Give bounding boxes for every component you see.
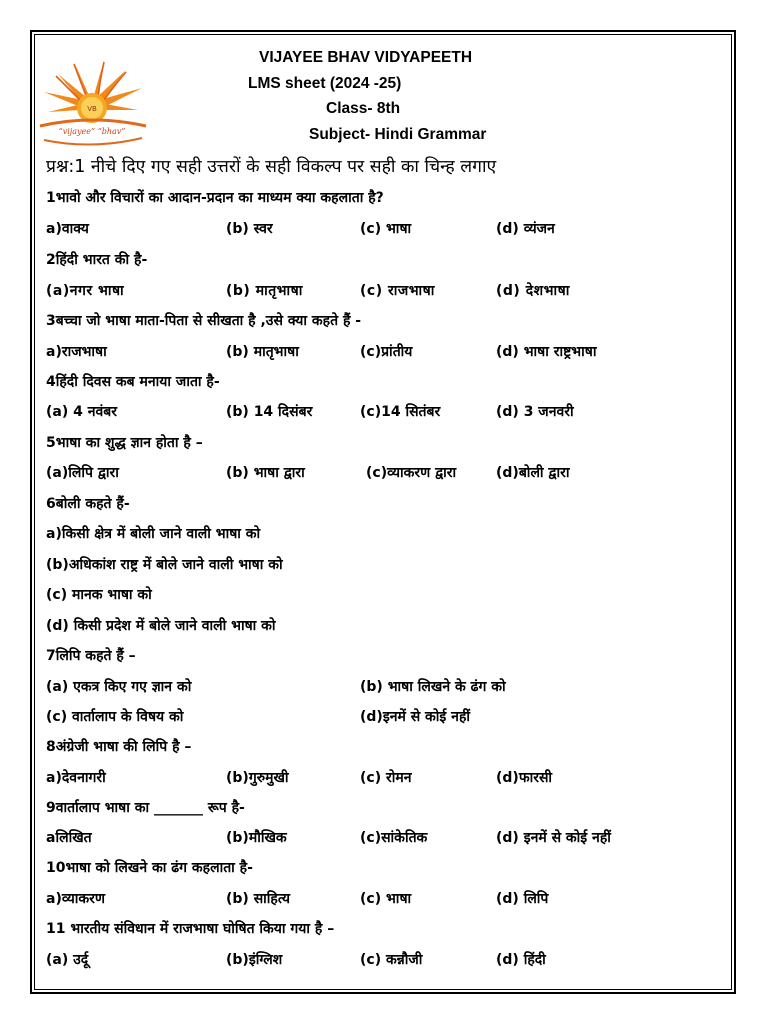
q10-option-d: (d) लिपि <box>496 891 549 907</box>
q6-option-d: (d) किसी प्रदेश में बोले जाने वाली भाषा को <box>46 618 276 634</box>
logo-badge-text: VB <box>87 105 97 113</box>
q8-option-a: a)देवनागरी <box>46 770 106 786</box>
q4-option-a: (a) 4 नवंबर <box>46 404 118 420</box>
q3-option-b: (b) मातृभाषा <box>226 344 299 360</box>
q5-option-c: (c)व्याकरण द्वारा <box>366 465 457 481</box>
sheet-title: LMS sheet (2024 -25) <box>248 75 402 92</box>
q5-option-d: (d)बोली द्वारा <box>496 465 570 481</box>
school-name: VIJAYEE BHAV VIDYAPEETH <box>259 49 473 66</box>
q9-option-b: (b)मौखिक <box>226 830 287 846</box>
question-10: 10भाषा को लिखने का ढंग कहलाता है- <box>46 860 253 876</box>
q10-option-b: (b) साहित्य <box>226 891 291 907</box>
q11-option-b: (b)इंग्लिश <box>226 952 283 968</box>
q6-option-b: (b)अधिकांश राष्ट्र में बोले जाने वाली भाषा को <box>46 557 283 573</box>
question-1: 1भावो और विचारों का आदान-प्रदान का माध्यम क्या कहलाता है? <box>46 190 384 206</box>
q9-option-a: aलिखित <box>46 830 92 846</box>
question-4: 4हिंदी दिवस कब मनाया जाता है- <box>46 374 220 390</box>
question-6: 6बोली कहते हैं- <box>46 496 130 512</box>
q1-option-b: (b) स्वर <box>226 221 273 237</box>
q4-option-c: (c)14 सितंबर <box>360 404 441 420</box>
q10-option-a: a)व्याकरण <box>46 891 105 907</box>
q4-option-d: (d) 3 जनवरी <box>496 404 574 420</box>
question-7: 7लिपि कहते हैं – <box>46 648 136 664</box>
instruction-text: प्रश्न:1 नीचे दिए गए सही उत्तरों के सही विकल्प पर सही का चिन्ह लगाए <box>46 157 497 177</box>
q1-option-c: (c) भाषा <box>360 221 412 237</box>
q6-option-a: a)किसी क्षेत्र में बोली जाने वाली भाषा को <box>46 526 261 542</box>
question-2: 2हिंदी भारत की है- <box>46 252 148 268</box>
q6-option-c: (c) मानक भाषा को <box>46 587 152 603</box>
subject-label: Subject- Hindi Grammar <box>309 126 487 143</box>
q9-option-c: (c)सांकेतिक <box>360 830 428 846</box>
question-11: 11 भारतीय संविधान में राजभाषा घोषित किया गया है – <box>46 921 335 937</box>
q9-option-d: (d) इनमें से कोई नहीं <box>496 830 611 846</box>
q7-option-a: (a) एकत्र किए गए ज्ञान को <box>46 679 192 695</box>
q1-option-d: (d) व्यंजन <box>496 221 555 237</box>
q11-option-c: (c) कन्नौजी <box>360 952 423 968</box>
q11-option-d: (d) हिंदी <box>496 952 546 968</box>
q5-option-a: (a)लिपि द्वारा <box>46 465 119 481</box>
question-5: 5भाषा का शुद्ध ज्ञान होता है – <box>46 435 203 451</box>
q7-option-d: (d)इनमें से कोई नहीं <box>360 709 471 725</box>
q3-option-d: (d) भाषा राष्ट्रभाषा <box>496 344 597 360</box>
school-logo <box>34 56 152 148</box>
question-8: 8अंग्रेजी भाषा की लिपि है – <box>46 739 192 755</box>
question-9: 9वार्तालाप भाषा का _______ रूप है- <box>46 800 245 816</box>
q8-option-c: (c) रोमन <box>360 770 412 786</box>
q3-option-a: a)राजभाषा <box>46 344 107 360</box>
logo-motto: “vijayee” “bhav” <box>58 127 126 136</box>
q10-option-c: (c) भाषा <box>360 891 412 907</box>
q2-option-c: (c) राजभाषा <box>360 283 435 299</box>
question-3: 3बच्चा जो भाषा माता-पिता से सीखता है ,उसे क्या कहते हैं - <box>46 313 362 329</box>
q8-option-b: (b)गुरुमुखी <box>226 770 289 786</box>
q2-option-b: (b) मातृभाषा <box>226 283 303 299</box>
q2-option-a: (a)नगर भाषा <box>46 283 125 299</box>
q7-option-b: (b) भाषा लिखने के ढंग को <box>360 679 506 695</box>
q7-option-c: (c) वार्तालाप के विषय को <box>46 709 184 725</box>
q4-option-b: (b) 14 दिसंबर <box>226 404 313 420</box>
q5-option-b: (b) भाषा द्वारा <box>226 465 305 481</box>
q1-option-a: a)वाक्य <box>46 221 89 237</box>
class-label: Class- 8th <box>326 100 401 117</box>
q8-option-d: (d)फारसी <box>496 770 553 786</box>
q2-option-d: (d) देशभाषा <box>496 283 570 299</box>
q11-option-a: (a) उर्दू <box>46 952 89 968</box>
q3-option-c: (c)प्रांतीय <box>360 344 413 360</box>
